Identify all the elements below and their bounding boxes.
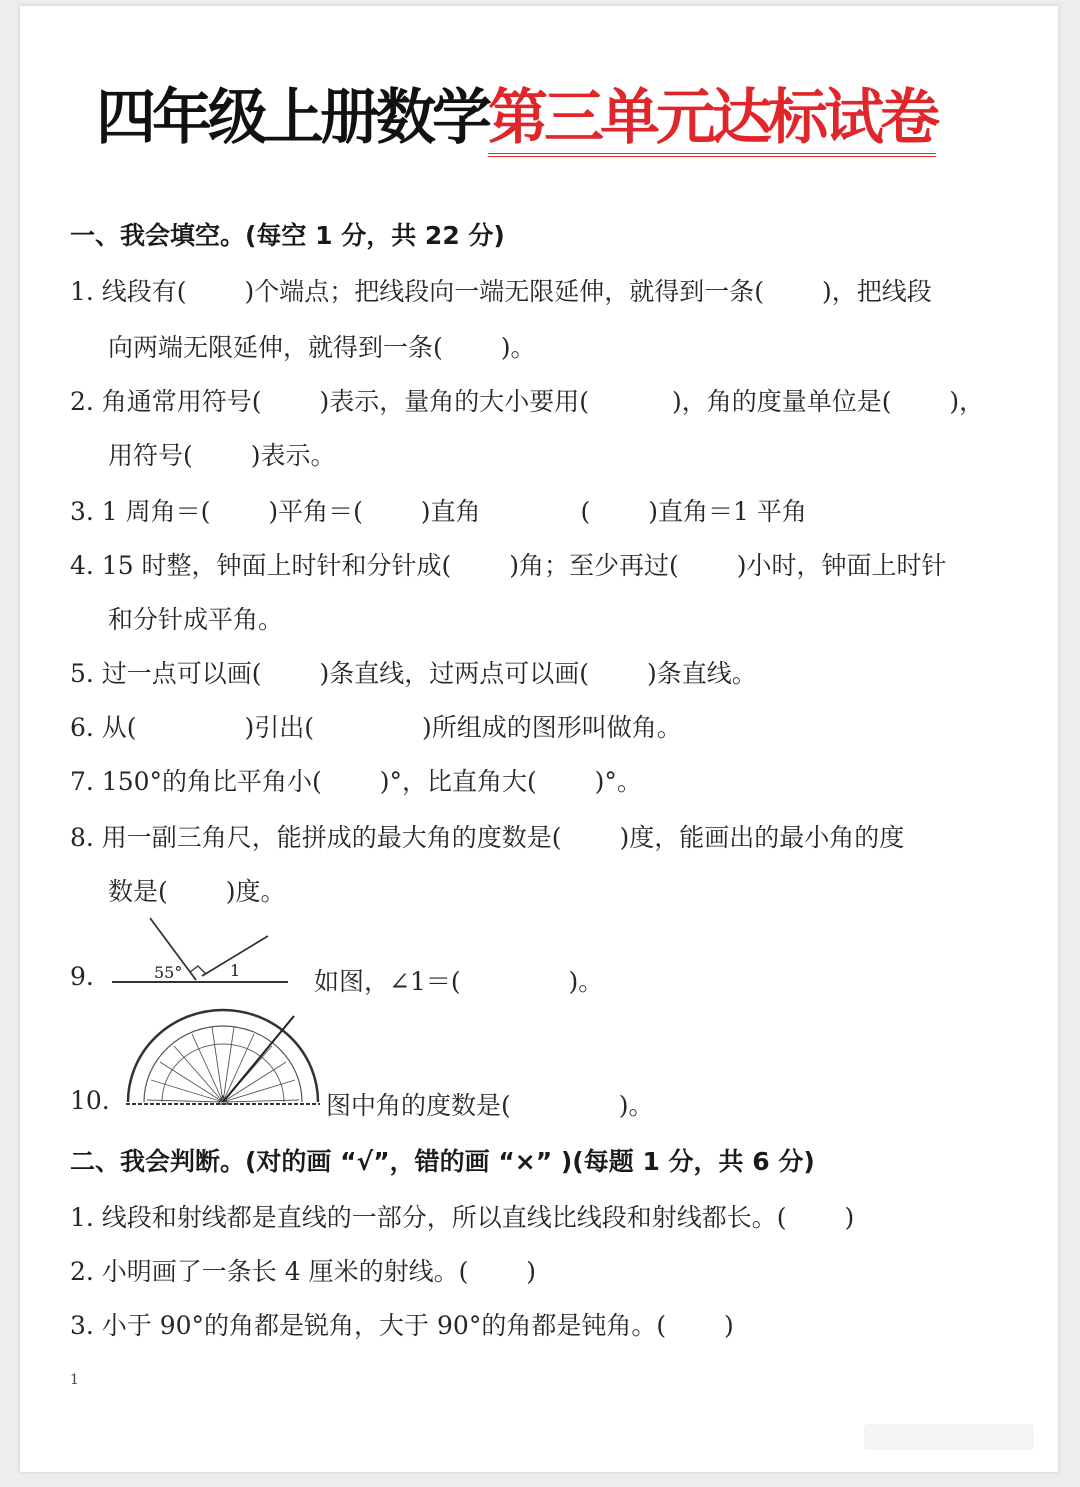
q9-one-label: 1 [230,961,241,980]
protractor-outer-arc [128,1010,318,1102]
q9-angle-label: 55° [154,963,183,982]
q4-line-b: 和分针成平角。 [108,605,284,634]
q2-line-a: 2. 角通常用符号( )表示，量角的大小要用( )，角的度量单位是( )， [70,387,985,416]
q9-right-angle-mark [190,966,206,974]
exam-sheet [20,6,1058,1472]
q10-protractor [122,1004,324,1112]
protractor-scale-arc [144,1026,302,1102]
q10-text: 图中角的度数是( )。 [326,1091,654,1120]
page-title [96,78,1016,158]
title-part-black: 四年级上册数学 [96,83,488,153]
page-number: 1 [70,1372,79,1388]
title-part-red: 第三单元达标试卷 [488,83,936,157]
q1-line-a: 1. 线段有( )个端点；把线段向一端无限延伸，就得到一条( )，把线段 [70,277,932,306]
q8-line-b: 数是( )度。 [108,877,286,906]
q4-line-a: 4. 15 时整，钟面上时针和分针成( )角；至少再过( )小时，钟面上时针 [70,551,947,580]
q5-line: 5. 过一点可以画( )条直线，过两点可以画( )条直线。 [70,659,757,688]
q9-number: 9. [70,962,94,991]
q9-text: 如图，∠1＝( )。 [314,967,604,996]
s2-q2-line: 2. 小明画了一条长 4 厘米的射线。( ) [70,1257,537,1286]
q3-line: 3. 1 周角＝( )平角＝( )直角 ( )直角＝1 平角 [70,497,807,526]
q6-line: 6. 从( )引出( )所组成的图形叫做角。 [70,713,682,742]
q1-line-b: 向两端无限延伸，就得到一条( )。 [108,333,536,362]
q2-line-b: 用符号( )表示。 [108,441,336,470]
q8-line-a: 8. 用一副三角尺，能拼成的最大角的度数是( )度，能画出的最小角的度 [70,823,905,852]
s2-q1-line: 1. 线段和射线都是直线的一部分，所以直线比线段和射线都长。( ) [70,1203,855,1232]
section2-heading: 二、我会判断。(对的画 “√”，错的画 “×” )(每题 1 分，共 6 分) [70,1147,815,1176]
section1-heading: 一、我会填空。(每空 1 分，共 22 分) [70,221,505,250]
q9-angle-figure [106,912,296,992]
q7-line: 7. 150°的角比平角小( )°，比直角大( )°。 [70,767,642,796]
watermark-block [864,1424,1034,1450]
q10-number: 10. [70,1086,110,1115]
s2-q3-line: 3. 小于 90°的角都是锐角，大于 90°的角都是钝角。( ) [70,1311,734,1340]
